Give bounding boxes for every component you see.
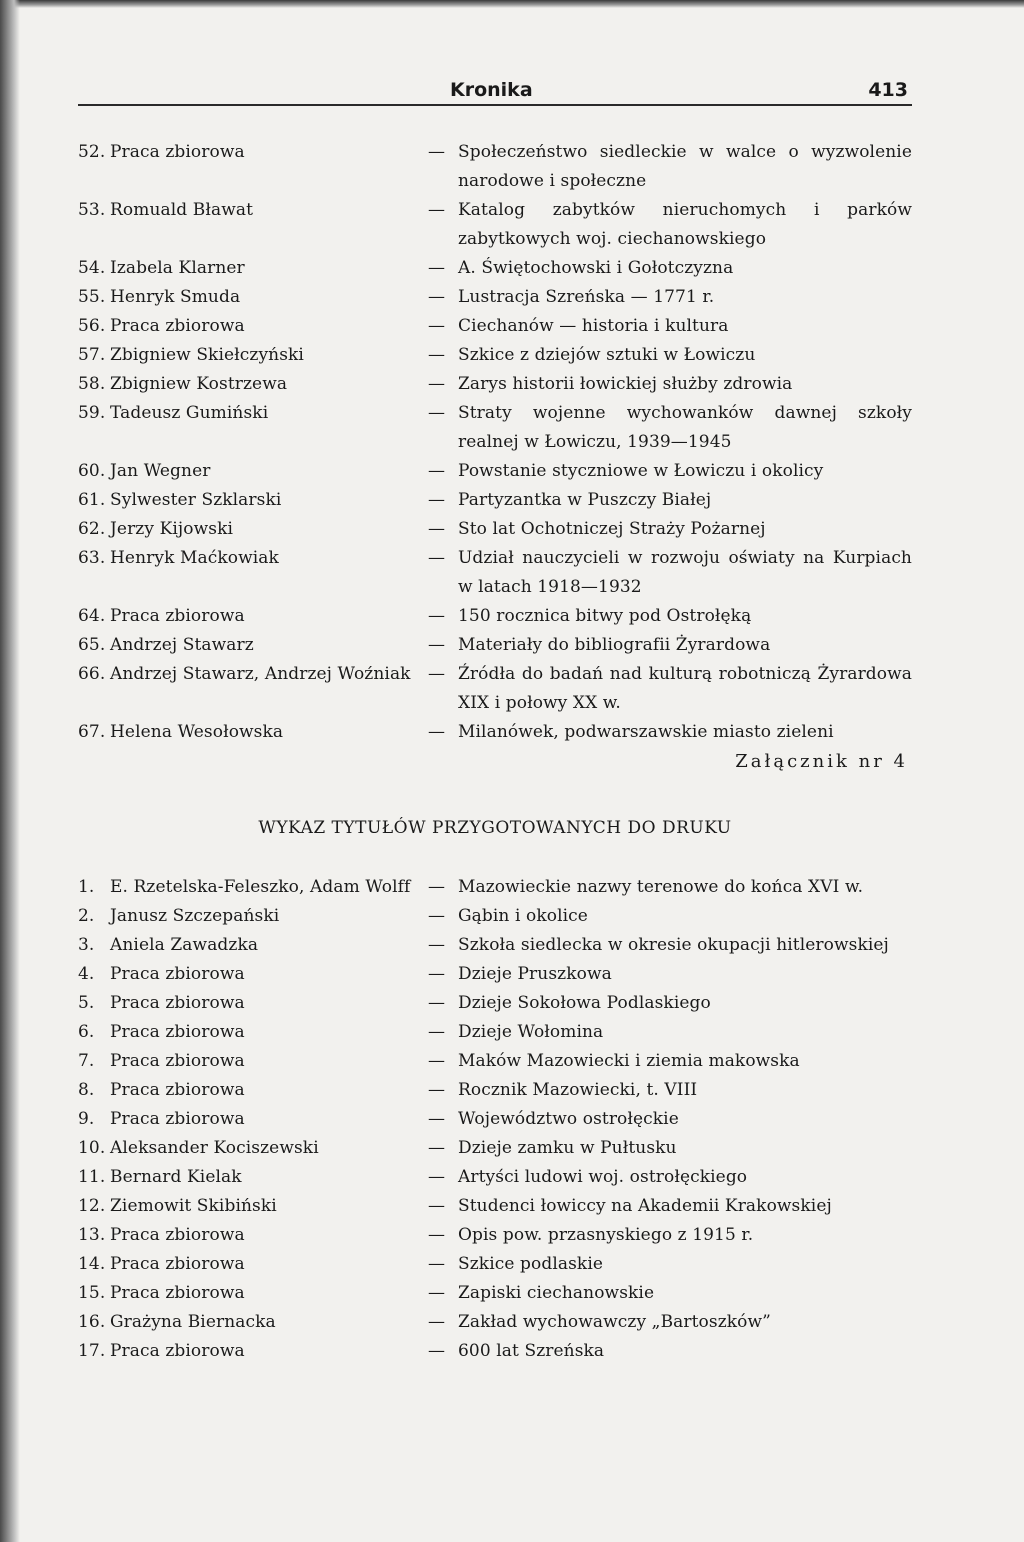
entry-number: 61.	[78, 490, 106, 510]
entry-dash: —	[428, 490, 446, 510]
entry-title: Materiały do bibliografii Żyrardowa	[458, 635, 771, 655]
entry-author: Helena Wesołowska	[110, 722, 284, 742]
list-entry	[78, 1279, 912, 1308]
entry-author: Zbigniew Skiełczyński	[110, 345, 304, 365]
entry-number: 9.	[78, 1109, 95, 1129]
list-entry	[78, 196, 912, 254]
entry-number: 13.	[78, 1225, 106, 1245]
entry-title: Zarys historii łowickiej służby zdrowia	[458, 374, 793, 394]
entry-number: 66.	[78, 664, 106, 684]
entry-dash: —	[428, 258, 446, 278]
entry-dash: —	[428, 664, 446, 684]
entry-title: Opis pow. przasnyskiego z 1915 r.	[458, 1225, 754, 1245]
list-entry	[78, 1134, 912, 1163]
entry-dash: —	[428, 461, 446, 481]
entry-author: Praca zbiorowa	[110, 1051, 245, 1071]
entry-number: 16.	[78, 1312, 106, 1332]
list-entry	[78, 660, 912, 718]
entry-number: 6.	[78, 1022, 95, 1042]
entry-number: 12.	[78, 1196, 106, 1216]
entry-title: Województwo ostrołęckie	[458, 1109, 679, 1129]
entry-dash: —	[428, 1167, 446, 1187]
entry-title: Studenci łowiccy na Akademii Krakowskiej	[458, 1196, 832, 1216]
entry-dash: —	[428, 287, 446, 307]
entry-dash: —	[428, 1022, 446, 1042]
entry-title: Katalog zabytków nieruchomych i parków zabytkowych woj. ciechanowskiego	[458, 200, 912, 249]
entry-number: 58.	[78, 374, 106, 394]
entry-author: Henryk Smuda	[110, 287, 241, 307]
entry-dash: —	[428, 906, 446, 926]
list-entry	[78, 486, 912, 515]
entry-author: Jerzy Kijowski	[110, 519, 234, 539]
entry-number: 4.	[78, 964, 95, 984]
entry-author: Praca zbiorowa	[110, 316, 245, 336]
entry-number: 15.	[78, 1283, 106, 1303]
entry-author: Aleksander Kociszewski	[110, 1138, 319, 1158]
entry-author: Sylwester Szklarski	[110, 490, 282, 510]
entry-title: Maków Mazowiecki i ziemia makowska	[458, 1051, 800, 1071]
entry-author: Ziemowit Skibiński	[110, 1196, 277, 1216]
entry-author: Henryk Maćkowiak	[110, 548, 279, 568]
entry-title: Lustracja Szreńska — 1771 r.	[458, 287, 715, 307]
entry-dash: —	[428, 964, 446, 984]
list-entry	[78, 341, 912, 370]
entry-author: Praca zbiorowa	[110, 1109, 245, 1129]
list-entry	[78, 1105, 912, 1134]
entry-author: Praca zbiorowa	[110, 1341, 245, 1361]
list-entry	[78, 931, 912, 960]
entry-number: 54.	[78, 258, 106, 278]
entry-number: 63.	[78, 548, 106, 568]
list-entry	[78, 1337, 912, 1366]
entry-dash: —	[428, 1138, 446, 1158]
entry-title: Źródła do badań nad kulturą robotniczą Żyrardowa XIX i połowy XX w.	[458, 664, 912, 713]
entry-number: 1.	[78, 877, 95, 897]
entry-author: Praca zbiorowa	[110, 1283, 245, 1303]
entry-author: Romuald Bławat	[110, 200, 254, 220]
entry-title: 600 lat Szreńska	[458, 1341, 605, 1361]
entry-title: Dzieje Wołomina	[458, 1022, 604, 1042]
titles-in-preparation-list	[78, 873, 912, 1366]
list-entry	[78, 1192, 912, 1221]
list-entry	[78, 254, 912, 283]
entry-number: 65.	[78, 635, 106, 655]
entry-number: 57.	[78, 345, 106, 365]
entry-title: Powstanie styczniowe w Łowiczu i okolicy	[458, 461, 824, 481]
entry-dash: —	[428, 345, 446, 365]
entry-title: Straty wojenne wychowanków dawnej szkoły realnej w Łowiczu, 1939—1945	[458, 403, 912, 452]
entry-number: 55.	[78, 287, 106, 307]
entry-title: Gąbin i okolice	[458, 906, 588, 926]
list-entry	[78, 370, 912, 399]
header-rule	[78, 104, 912, 106]
entry-dash: —	[428, 1225, 446, 1245]
list-entry	[78, 138, 912, 196]
page	[78, 0, 912, 1542]
list-entry	[78, 283, 912, 312]
entry-author: Andrzej Stawarz, Andrzej Woźniak	[110, 664, 411, 684]
entry-dash: —	[428, 722, 446, 742]
list-entry	[78, 544, 912, 602]
entry-author: Zbigniew Kostrzewa	[110, 374, 288, 394]
list-entry	[78, 515, 912, 544]
entry-number: 59.	[78, 403, 106, 423]
list-entry	[78, 312, 912, 341]
entry-author: Jan Wegner	[110, 461, 211, 481]
entry-author: Praca zbiorowa	[110, 1022, 245, 1042]
entry-dash: —	[428, 993, 446, 1013]
entry-dash: —	[428, 316, 446, 336]
entry-number: 14.	[78, 1254, 106, 1274]
entry-author: Praca zbiorowa	[110, 964, 245, 984]
list-entry	[78, 1163, 912, 1192]
entry-number: 56.	[78, 316, 106, 336]
entry-title: Zakład wychowawczy „Bartoszków”	[458, 1312, 771, 1332]
entry-dash: —	[428, 1051, 446, 1071]
entry-number: 10.	[78, 1138, 106, 1158]
annex-label: Załącznik nr 4	[735, 751, 908, 772]
entry-number: 60.	[78, 461, 106, 481]
entry-dash: —	[428, 1109, 446, 1129]
entry-number: 5.	[78, 993, 95, 1013]
entry-author: Praca zbiorowa	[110, 1254, 245, 1274]
entry-number: 2.	[78, 906, 95, 926]
entry-author: Praca zbiorowa	[110, 1225, 245, 1245]
entry-dash: —	[428, 1283, 446, 1303]
entry-number: 64.	[78, 606, 106, 626]
entry-dash: —	[428, 374, 446, 394]
entry-dash: —	[428, 519, 446, 539]
entry-number: 7.	[78, 1051, 95, 1071]
entry-title: Partyzantka w Puszczy Białej	[458, 490, 712, 510]
list-entry	[78, 960, 912, 989]
entry-author: Bernard Kielak	[110, 1167, 242, 1187]
entry-dash: —	[428, 1312, 446, 1332]
entry-title: Społeczeństwo siedleckie w walce o wyzwolenie narodowe i społeczne	[458, 142, 912, 191]
entry-dash: —	[428, 935, 446, 955]
entry-dash: —	[428, 606, 446, 626]
entry-title: Milanówek, podwarszawskie miasto zieleni	[458, 722, 834, 742]
entry-number: 17.	[78, 1341, 106, 1361]
list-entry	[78, 399, 912, 457]
list-entry	[78, 457, 912, 486]
entry-title: Mazowieckie nazwy terenowe do końca XVI w.	[458, 877, 864, 897]
entry-title: Szkice z dziejów sztuki w Łowiczu	[458, 345, 756, 365]
list-entry	[78, 602, 912, 631]
list-entry	[78, 718, 912, 747]
entry-title: Dzieje Sokołowa Podlaskiego	[458, 993, 711, 1013]
entry-dash: —	[428, 1341, 446, 1361]
entry-title: Dzieje Pruszkowa	[458, 964, 612, 984]
running-head	[78, 77, 912, 105]
entry-title: Sto lat Ochotniczej Straży Pożarnej	[458, 519, 766, 539]
scan-edge-left	[0, 0, 20, 1542]
entry-author: Praca zbiorowa	[110, 993, 245, 1013]
entry-author: Andrzej Stawarz	[110, 635, 254, 655]
entry-title: A. Świętochowski i Gołotczyzna	[458, 258, 734, 278]
entry-author: Janusz Szczepański	[110, 906, 280, 926]
list-entry	[78, 873, 912, 902]
entry-dash: —	[428, 635, 446, 655]
entry-number: 67.	[78, 722, 106, 742]
entry-author: Aniela Zawadzka	[110, 935, 259, 955]
entry-title: Ciechanów — historia i kultura	[458, 316, 729, 336]
entry-title: Dzieje zamku w Pułtusku	[458, 1138, 677, 1158]
entry-title: 150 rocznica bitwy pod Ostrołęką	[458, 606, 752, 626]
entry-number: 53.	[78, 200, 106, 220]
section-heading: WYKAZ TYTUŁÓW PRZYGOTOWANYCH DO DRUKU	[258, 818, 732, 838]
entry-dash: —	[428, 1196, 446, 1216]
entry-number: 52.	[78, 142, 106, 162]
list-entry	[78, 1076, 912, 1105]
entry-title: Rocznik Mazowiecki, t. VIII	[458, 1080, 698, 1100]
entry-author: Tadeusz Gumiński	[110, 403, 269, 423]
list-entry	[78, 1047, 912, 1076]
list-entry	[78, 989, 912, 1018]
entry-dash: —	[428, 403, 446, 423]
entry-dash: —	[428, 142, 446, 162]
list-entry	[78, 1221, 912, 1250]
entry-title: Artyści ludowi woj. ostrołęckiego	[458, 1167, 748, 1187]
entry-dash: —	[428, 877, 446, 897]
list-entry	[78, 1250, 912, 1279]
entry-title: Udział nauczycieli w rozwoju oświaty na Kurpiach w latach 1918—1932	[458, 548, 912, 597]
publications-list	[78, 138, 912, 747]
entry-number: 11.	[78, 1167, 106, 1187]
entry-author: Praca zbiorowa	[110, 606, 245, 626]
entry-dash: —	[428, 548, 446, 568]
list-entry	[78, 631, 912, 660]
entry-title: Szkice podlaskie	[458, 1254, 604, 1274]
entry-author: Praca zbiorowa	[110, 142, 245, 162]
entry-dash: —	[428, 1080, 446, 1100]
page-number: 413	[868, 79, 908, 101]
entry-author: E. Rzetelska-Feleszko, Adam Wolff	[110, 877, 411, 897]
running-head-title: Kronika	[450, 79, 533, 101]
entry-title: Szkoła siedlecka w okresie okupacji hitlerowskiej	[458, 935, 889, 955]
list-entry	[78, 902, 912, 931]
list-entry	[78, 1018, 912, 1047]
entry-dash: —	[428, 1254, 446, 1274]
list-entry	[78, 1308, 912, 1337]
entry-author: Praca zbiorowa	[110, 1080, 245, 1100]
entry-dash: —	[428, 200, 446, 220]
entry-title: Zapiski ciechanowskie	[458, 1283, 655, 1303]
entry-number: 62.	[78, 519, 106, 539]
entry-author: Izabela Klarner	[110, 258, 245, 278]
entry-author: Grażyna Biernacka	[110, 1312, 276, 1332]
entry-number: 3.	[78, 935, 95, 955]
entry-number: 8.	[78, 1080, 95, 1100]
